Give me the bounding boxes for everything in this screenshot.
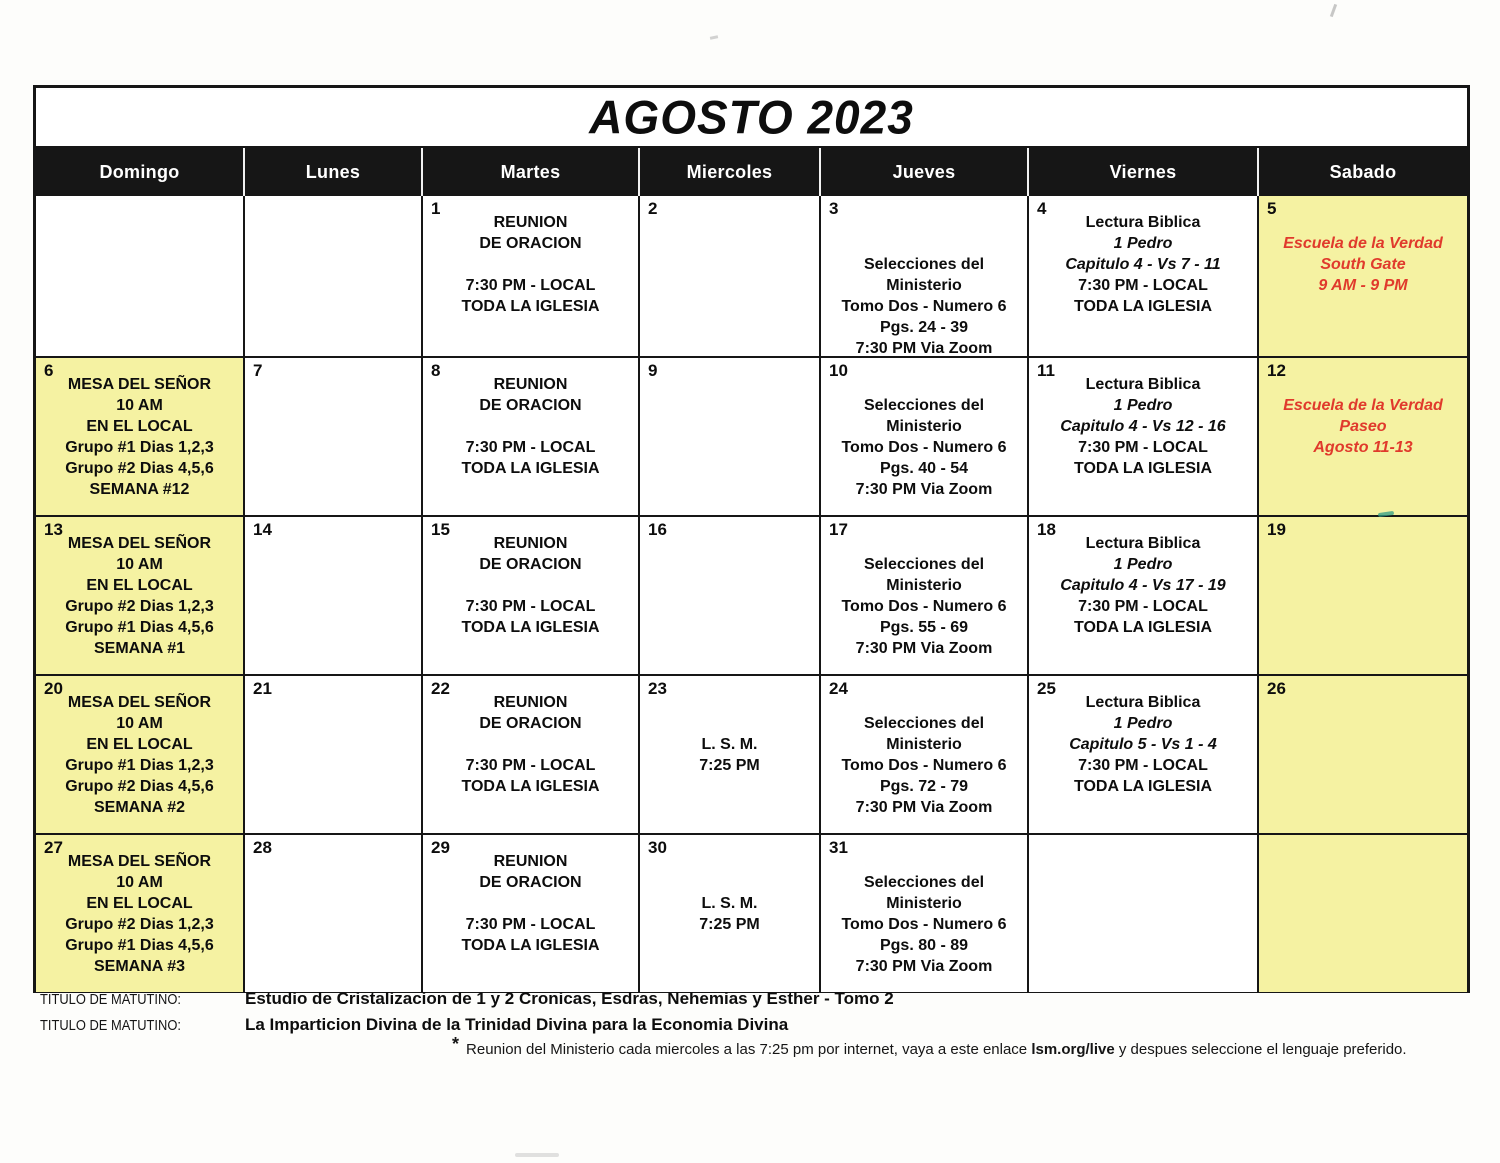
day-cell (1029, 358, 1257, 515)
event-line: REUNION (493, 376, 568, 393)
day-number: 29 (431, 838, 450, 857)
cell-events (1029, 374, 1257, 479)
event-line: Lectura Biblica (1085, 214, 1201, 231)
cell-events (423, 851, 638, 956)
event-line: 7:30 PM - LOCAL (465, 757, 596, 774)
cell-events (821, 851, 1027, 977)
day-number: 26 (1267, 679, 1286, 698)
calendar-table (33, 85, 1470, 993)
day-number: 2 (648, 199, 658, 218)
weekday-header-0: Domingo (36, 148, 243, 196)
event-line: Lectura Biblica (1085, 376, 1201, 393)
event-line: REUNION (493, 694, 568, 711)
event-line: Grupo #2 Dias 4,5,6 (65, 778, 214, 795)
note-link-text: lsm.org/live (1031, 1041, 1115, 1058)
event-line: SEMANA #2 (94, 799, 185, 816)
day-cell (821, 517, 1027, 674)
event-line: 7:30 PM - LOCAL (465, 598, 596, 615)
event-line: EN EL LOCAL (86, 895, 193, 912)
event-line-spacer (1259, 374, 1467, 395)
event-line-spacer (821, 374, 1027, 395)
event-line: SEMANA #1 (94, 640, 185, 657)
day-cell (640, 835, 819, 992)
event-line-spacer (640, 872, 819, 893)
event-line: DE ORACION (479, 235, 582, 252)
day-cell (640, 517, 819, 674)
day-number: 12 (1267, 361, 1286, 380)
event-line: 1 Pedro (1113, 235, 1173, 252)
day-cell (245, 517, 421, 674)
weekday-header-4: Jueves (821, 148, 1027, 196)
event-line: TODA LA IGLESIA (1073, 298, 1213, 315)
cell-events (1259, 212, 1467, 296)
event-line: 7:25 PM (699, 916, 760, 933)
event-line: Tomo Dos - Numero 6 (841, 439, 1007, 456)
event-line: MESA DEL SEÑOR (67, 535, 212, 552)
asterisk-icon: * (452, 1034, 460, 1054)
day-cell (1259, 835, 1467, 992)
event-line: Paseo (1339, 418, 1387, 435)
day-cell (1259, 196, 1467, 356)
calendar-title: AGOSTO 2023 (589, 90, 914, 144)
weekday-header-1: Lunes (245, 148, 421, 196)
day-cell (245, 358, 421, 515)
event-line: Pgs. 24 - 39 (879, 319, 969, 336)
ministry-meeting-note (452, 1034, 1407, 1059)
day-number: 7 (253, 361, 263, 380)
day-number: 21 (253, 679, 272, 698)
event-line: REUNION (493, 535, 568, 552)
event-line: Grupo #1 Dias 4,5,6 (65, 619, 214, 636)
event-line: 7:30 PM - LOCAL (1078, 598, 1208, 615)
event-line-spacer (640, 713, 819, 734)
scan-artifact-small-tick (710, 35, 718, 40)
event-line: 7:30 PM - LOCAL (465, 916, 596, 933)
event-line: TODA LA IGLESIA (461, 619, 600, 636)
event-line: TODA LA IGLESIA (461, 298, 600, 315)
day-number: 5 (1267, 199, 1277, 218)
weekday-header-6: Sabado (1259, 148, 1467, 196)
event-line: 9 AM - 9 PM (1318, 277, 1408, 294)
event-line: REUNION (493, 214, 568, 231)
event-line-spacer (423, 734, 638, 755)
event-line-spacer (821, 233, 1027, 254)
event-line: Agosto 11-13 (1313, 439, 1413, 456)
day-cell (423, 835, 638, 992)
cell-events (1029, 212, 1257, 317)
day-number: 20 (44, 679, 63, 698)
event-line-spacer (423, 893, 638, 914)
day-cell (36, 835, 243, 992)
matutino-row-1 (40, 986, 1470, 1012)
event-line: 10 AM (116, 556, 163, 573)
weekday-header-5: Viernes (1029, 148, 1257, 196)
event-line: DE ORACION (479, 397, 582, 414)
day-cell (640, 676, 819, 833)
event-line: 7:30 PM Via Zoom (855, 640, 993, 657)
event-line: Tomo Dos - Numero 6 (841, 298, 1007, 315)
event-line-spacer (423, 254, 638, 275)
event-line: 7:30 PM - LOCAL (465, 439, 596, 456)
day-cell (423, 196, 638, 356)
weekday-header-row (36, 146, 1467, 196)
event-line: Grupo #2 Dias 1,2,3 (65, 598, 214, 615)
event-line-spacer (423, 416, 638, 437)
day-cell (1029, 835, 1257, 992)
event-line: 7:30 PM Via Zoom (855, 958, 993, 975)
event-line: 7:30 PM - LOCAL (1078, 757, 1208, 774)
event-line-spacer (821, 212, 1027, 233)
day-cell (245, 835, 421, 992)
event-line: Ministerio (886, 736, 962, 753)
day-cell (1029, 676, 1257, 833)
matutino-label-2: TITULO DE MATUTINO: (40, 1016, 181, 1034)
event-line: Grupo #1 Dias 1,2,3 (65, 439, 214, 456)
cell-events (423, 533, 638, 638)
event-line-spacer (1259, 212, 1467, 233)
day-number: 30 (648, 838, 667, 857)
event-line: Capitulo 4 - Vs 7 - 11 (1065, 256, 1221, 273)
event-line: Escuela de la Verdad (1283, 397, 1443, 414)
event-line: EN EL LOCAL (86, 577, 193, 594)
calendar-footer (40, 986, 1470, 1058)
event-line-spacer (821, 851, 1027, 872)
note-text-post: y despues seleccione el lenguaje preferido. (1114, 1041, 1407, 1058)
event-line: 1 Pedro (1113, 397, 1173, 414)
cell-events (821, 692, 1027, 818)
event-line: Ministerio (886, 418, 962, 435)
event-line: Selecciones del (863, 556, 985, 573)
day-cell (36, 676, 243, 833)
day-cell (1259, 676, 1467, 833)
day-number: 9 (648, 361, 658, 380)
calendar-grid (36, 196, 1467, 992)
day-number: 31 (829, 838, 848, 857)
cell-events (1259, 374, 1467, 458)
weekday-header-3: Miercoles (640, 148, 819, 196)
cell-events (423, 374, 638, 479)
day-cell (821, 676, 1027, 833)
day-number: 13 (44, 520, 63, 539)
event-line: TODA LA IGLESIA (461, 778, 600, 795)
cell-events (36, 374, 243, 500)
cell-events (36, 692, 243, 818)
cell-events (423, 692, 638, 797)
day-number: 17 (829, 520, 848, 539)
day-cell (423, 517, 638, 674)
cell-events (1029, 692, 1257, 797)
scan-artifact-bottom-smudge (515, 1153, 559, 1157)
day-number: 18 (1037, 520, 1056, 539)
event-line: Lectura Biblica (1085, 694, 1201, 711)
event-line: DE ORACION (479, 874, 582, 891)
event-line: SEMANA #12 (89, 481, 190, 498)
event-line: 7:30 PM - LOCAL (465, 277, 596, 294)
day-cell (640, 196, 819, 356)
event-line: Capitulo 5 - Vs 1 - 4 (1069, 736, 1217, 753)
cell-events (36, 533, 243, 659)
day-cell (1259, 517, 1467, 674)
day-number: 6 (44, 361, 54, 380)
event-line: 1 Pedro (1113, 556, 1173, 573)
event-line: 10 AM (116, 397, 163, 414)
event-line: Grupo #1 Dias 4,5,6 (65, 937, 214, 954)
matutino-title-1: Estudio de Cristalizacion de 1 y 2 Cronicas, Esdras, Nehemias y Esther - Tomo 2 (245, 989, 894, 1008)
cell-events (821, 212, 1027, 356)
cell-events (640, 692, 819, 776)
event-line: 10 AM (116, 715, 163, 732)
event-line: Escuela de la Verdad (1283, 235, 1443, 252)
event-line: TODA LA IGLESIA (1073, 460, 1213, 477)
day-cell (821, 835, 1027, 992)
event-line: Lectura Biblica (1085, 535, 1201, 552)
event-line: MESA DEL SEÑOR (67, 694, 212, 711)
day-cell (245, 676, 421, 833)
event-line: MESA DEL SEÑOR (67, 853, 212, 870)
day-number: 8 (431, 361, 441, 380)
event-line: Selecciones del (863, 715, 985, 732)
event-line: L. S. M. (701, 736, 758, 753)
event-line: Ministerio (886, 895, 962, 912)
cell-events (36, 851, 243, 977)
day-number: 28 (253, 838, 272, 857)
day-cell (1029, 517, 1257, 674)
event-line: Capitulo 4 - Vs 12 - 16 (1060, 418, 1226, 435)
event-line-spacer (423, 575, 638, 596)
day-cell (36, 196, 243, 356)
event-line: L. S. M. (701, 895, 758, 912)
event-line-spacer (821, 533, 1027, 554)
day-number: 22 (431, 679, 450, 698)
day-cell (821, 196, 1027, 356)
day-cell (1029, 196, 1257, 356)
cell-events (640, 851, 819, 935)
event-line: Selecciones del (863, 397, 985, 414)
matutino-label-1: TITULO DE MATUTINO: (40, 990, 181, 1008)
event-line: Tomo Dos - Numero 6 (841, 598, 1007, 615)
event-line: TODA LA IGLESIA (1073, 778, 1213, 795)
matutino-row-2 (40, 1012, 1470, 1038)
event-line: Pgs. 72 - 79 (879, 778, 969, 795)
event-line: Selecciones del (863, 256, 985, 273)
day-cell (821, 358, 1027, 515)
event-line: 1 Pedro (1113, 715, 1173, 732)
day-number: 4 (1037, 199, 1047, 218)
event-line: DE ORACION (479, 715, 582, 732)
day-cell (36, 358, 243, 515)
event-line: 7:30 PM Via Zoom (855, 481, 993, 498)
cell-events (821, 374, 1027, 500)
scan-artifact-top-tick (1330, 4, 1337, 17)
day-number: 3 (829, 199, 839, 218)
day-number: 24 (829, 679, 848, 698)
weekday-header-2: Martes (423, 148, 638, 196)
day-cell (36, 517, 243, 674)
event-line: South Gate (1320, 256, 1406, 273)
event-line: 10 AM (116, 874, 163, 891)
event-line: Pgs. 80 - 89 (879, 937, 969, 954)
event-line: REUNION (493, 853, 568, 870)
day-number: 15 (431, 520, 450, 539)
day-number: 19 (1267, 520, 1286, 539)
day-number: 11 (1037, 361, 1055, 380)
day-number: 10 (829, 361, 848, 380)
event-line: TODA LA IGLESIA (461, 937, 600, 954)
day-number: 14 (253, 520, 272, 539)
event-line: EN EL LOCAL (86, 736, 193, 753)
event-line: Ministerio (886, 277, 962, 294)
event-line: DE ORACION (479, 556, 582, 573)
note-text-pre: Reunion del Ministerio cada miercoles a las 7:25 pm por internet, vaya a este enlace (466, 1041, 1032, 1058)
event-line: Capitulo 4 - Vs 17 - 19 (1060, 577, 1226, 594)
day-cell (423, 358, 638, 515)
event-line: EN EL LOCAL (86, 418, 193, 435)
event-line: Grupo #2 Dias 4,5,6 (65, 460, 214, 477)
event-line: Tomo Dos - Numero 6 (841, 757, 1007, 774)
event-line: 7:30 PM - LOCAL (1078, 277, 1208, 294)
title-bar (36, 88, 1467, 146)
event-line: 7:30 PM Via Zoom (855, 340, 993, 356)
cell-events (821, 533, 1027, 659)
event-line: Ministerio (886, 577, 962, 594)
day-cell (640, 358, 819, 515)
event-line: Pgs. 55 - 69 (879, 619, 969, 636)
event-line: Selecciones del (863, 874, 985, 891)
day-number: 1 (431, 199, 441, 218)
event-line: 7:25 PM (699, 757, 760, 774)
event-line: MESA DEL SEÑOR (67, 376, 212, 393)
day-number: 25 (1037, 679, 1056, 698)
event-line: TODA LA IGLESIA (1073, 619, 1213, 636)
day-number: 23 (648, 679, 667, 698)
day-cell (423, 676, 638, 833)
event-line: SEMANA #3 (94, 958, 185, 975)
event-line-spacer (821, 692, 1027, 713)
day-cell (245, 196, 421, 356)
event-line: Grupo #1 Dias 1,2,3 (65, 757, 214, 774)
day-number: 16 (648, 520, 667, 539)
day-cell (1259, 358, 1467, 515)
matutino-title-2: La Imparticion Divina de la Trinidad Divina para la Economia Divina (245, 1015, 789, 1034)
cell-events (423, 212, 638, 317)
event-line: 7:30 PM - LOCAL (1078, 439, 1208, 456)
event-line: Grupo #2 Dias 1,2,3 (65, 916, 214, 933)
event-line: Pgs. 40 - 54 (879, 460, 969, 477)
day-number: 27 (44, 838, 63, 857)
event-line: TODA LA IGLESIA (461, 460, 600, 477)
event-line: 7:30 PM Via Zoom (855, 799, 993, 816)
cell-events (1029, 533, 1257, 638)
event-line: Tomo Dos - Numero 6 (841, 916, 1007, 933)
